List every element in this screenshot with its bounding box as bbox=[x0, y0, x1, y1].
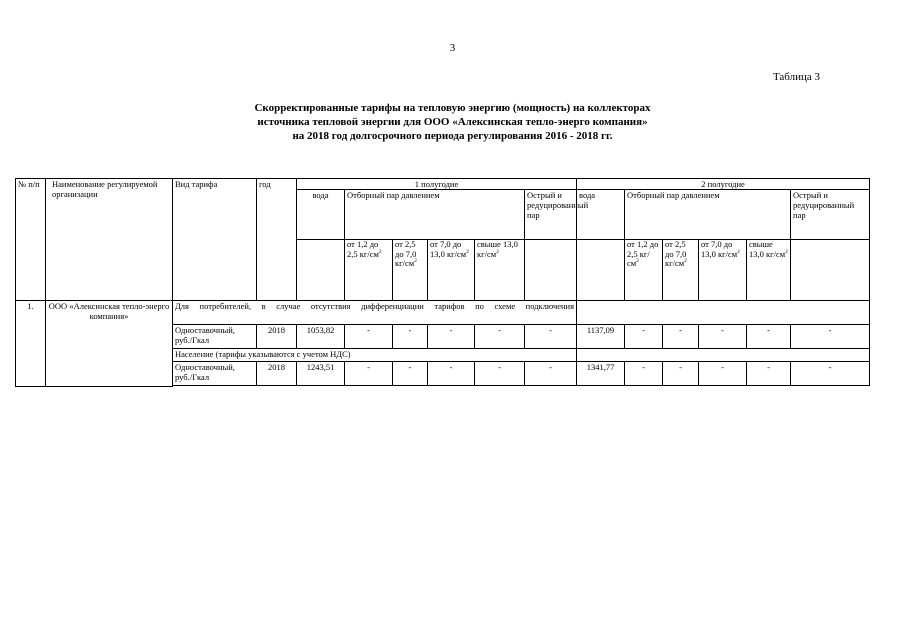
header-pressure-4-h2: свыше 13,0 $кг/см^2$ bbox=[747, 240, 791, 301]
value-2-h1-water: 1243,51 bbox=[297, 362, 345, 386]
header-water-h1: вода bbox=[297, 190, 345, 240]
value-2-h2-p3: - bbox=[699, 362, 747, 386]
value-2-h2-sharp: - bbox=[791, 362, 870, 386]
header-pressure-3-h2: от 7,0 до 13,0 $кг/см^2$ bbox=[699, 240, 747, 301]
header-year: год bbox=[257, 179, 297, 301]
tariff-table bbox=[15, 178, 870, 387]
value-2-h2-p4: - bbox=[747, 362, 791, 386]
value-1-h1-sharp: - bbox=[525, 325, 577, 349]
value-1-h1-p4: - bbox=[475, 325, 525, 349]
header-steam-h2: Отборный пар давлением bbox=[625, 190, 791, 240]
header-pressure-1-h2: от 1,2 до 2,5 $кг/см^2$ bbox=[625, 240, 663, 301]
title-line-3: на 2018 год долгосрочного периода регулирования 2016 - 2018 гг. bbox=[292, 130, 613, 142]
table-label: Таблица 3 bbox=[772, 71, 820, 83]
row-num: 1. bbox=[16, 301, 46, 387]
value-1-h1-p1: - bbox=[345, 325, 393, 349]
header-half-2: 2 полугодие bbox=[577, 179, 870, 190]
document-title bbox=[0, 101, 905, 143]
title-line-2: источника тепловой энергии для ООО «Алексинская тепло-энерго компания» bbox=[257, 116, 648, 128]
header-water-sub-h2 bbox=[577, 240, 625, 301]
title-line-1: Скорректированные тарифы на тепловую энергию (мощность) на коллекторах bbox=[254, 102, 651, 114]
header-water-sub-h1 bbox=[297, 240, 345, 301]
header-half-1: 1 полугодие bbox=[297, 179, 577, 190]
header-pressure-3-h1: от 7,0 до 13,0 $кг/см^2$ bbox=[428, 240, 475, 301]
value-2-h1-p4: - bbox=[475, 362, 525, 386]
value-2-h2-p2: - bbox=[663, 362, 699, 386]
year-1: 2018 bbox=[257, 325, 297, 349]
value-2-h1-p3: - bbox=[428, 362, 475, 386]
year-2: 2018 bbox=[257, 362, 297, 386]
value-2-h2-water: 1341,77 bbox=[577, 362, 625, 386]
header-pressure-2-h2: от 2,5 до 7,0 $кг/см^2$ bbox=[663, 240, 699, 301]
header-pressure-2-h1: от 2,5 до 7,0 $кг/см^2$ bbox=[393, 240, 428, 301]
value-1-h2-p3: - bbox=[699, 325, 747, 349]
header-pressure-1-h1: от 1,2 до 2,5 $кг/см^2$ bbox=[345, 240, 393, 301]
value-1-h2-water: 1137,09 bbox=[577, 325, 625, 349]
header-sharp-sub-h2 bbox=[791, 240, 870, 301]
value-2-h1-sharp: - bbox=[525, 362, 577, 386]
header-tariff-type: Вид тарифа bbox=[173, 179, 257, 301]
value-1-h1-p3: - bbox=[428, 325, 475, 349]
header-num: № п/п bbox=[16, 179, 46, 301]
header-sharp-sub-h1 bbox=[525, 240, 577, 301]
value-1-h2-p1: - bbox=[625, 325, 663, 349]
value-1-h1-water: 1053,82 bbox=[297, 325, 345, 349]
value-2-h1-p1: - bbox=[345, 362, 393, 386]
table-end bbox=[173, 386, 870, 387]
value-1-h2-p4: - bbox=[747, 325, 791, 349]
page-number: 3 bbox=[449, 42, 456, 54]
value-2-h1-p2: - bbox=[393, 362, 428, 386]
header-sharp-steam-h1: Острый и редуцированный пар bbox=[525, 190, 577, 240]
header-sharp-steam-h2: Острый и редуцированный пар bbox=[791, 190, 870, 240]
tariff-type-1: Одноставочный, руб./Гкал bbox=[173, 325, 257, 349]
section-consumers-h2 bbox=[577, 301, 870, 325]
section-population: Население (тарифы указываются с учетом НДС) bbox=[173, 349, 577, 362]
value-1-h2-p2: - bbox=[663, 325, 699, 349]
value-1-h2-sharp: - bbox=[791, 325, 870, 349]
row-org: ООО «Алексинская тепло-энерго компания» bbox=[46, 301, 173, 387]
header-water-h2: вода bbox=[577, 190, 625, 240]
header-org: Наименование регулируемой организации bbox=[46, 179, 173, 301]
value-2-h2-p1: - bbox=[625, 362, 663, 386]
header-pressure-4-h1: свыше 13,0 $кг/см^2$ bbox=[475, 240, 525, 301]
header-steam-h1: Отборный пар давлением bbox=[345, 190, 525, 240]
section-population-h2 bbox=[577, 349, 870, 362]
tariff-type-2: Одноставочный, руб./Гкал bbox=[173, 362, 257, 386]
value-1-h1-p2: - bbox=[393, 325, 428, 349]
section-consumers: Для потребителей, в случае отсутствия дифференциации тарифов по схеме подключения bbox=[173, 301, 577, 325]
